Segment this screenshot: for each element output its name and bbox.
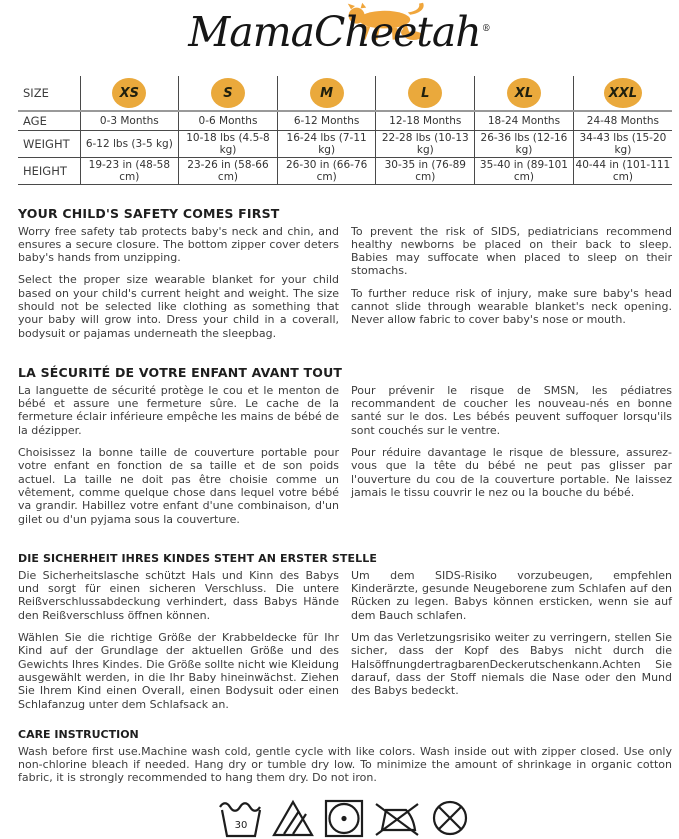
- safety-section-french: [18, 365, 672, 526]
- non-chlorine-bleach-icon: [271, 797, 315, 839]
- size-cell-s: [179, 76, 278, 111]
- german-left-column: [18, 569, 339, 711]
- age-value: 0-6 Months: [179, 111, 278, 130]
- paragraph: To prevent the risk of SIDS, pediatricians recommend healthy newborns be placed on their back to sleep. Babies may suffocate when placed to sleep on their stomachs.: [351, 224, 672, 278]
- weight-row-label: WEIGHT: [18, 130, 80, 157]
- size-badge-s: S: [211, 78, 245, 108]
- size-cell-l: [376, 76, 475, 111]
- care-instruction-section: [18, 728, 672, 839]
- do-not-iron-icon: [373, 797, 421, 839]
- age-value: 12-18 Months: [376, 111, 475, 130]
- height-value: 35-40 in (89-101 cm): [475, 157, 574, 184]
- paragraph: Pour prévenir le risque de SMSN, les pédiatres recommandent de coucher les nouveau-nés en bonne santé sur le dos. Les bébés peuvent suffoquer lorsqu'ils sont couchés sur le ventre.: [351, 383, 672, 437]
- weight-value: 34-43 lbs (15-20 kg): [573, 130, 672, 157]
- paragraph: Pour réduire davantage le risque de blessure, assurez-vous que la tête du bébé ne peut pas glisser par l'ouverture du cou de la couverture portable. Ne laissez jamais le tissu couvrir le nez ou la bouche du bébé.: [351, 446, 672, 499]
- height-value: 40-44 in (101-111 cm): [573, 157, 672, 184]
- wash-temperature-label: 30: [234, 820, 248, 832]
- german-right-column: [351, 569, 672, 711]
- size-cell-xs: [80, 76, 179, 111]
- paragraph: Select the proper size wearable blanket for your child based on your child's current height and weight. The size should not be selected like clothing as something that your baby will grow into. Dress your child in a coverall, bodysuit or pajamas underneath the sleepbag.: [18, 273, 339, 340]
- size-badge-m: M: [310, 78, 344, 108]
- size-badge-l: L: [408, 78, 442, 108]
- french-left-column: [18, 384, 339, 526]
- paragraph: Choisissez la bonne taille de couverture portable pour votre enfant en fonction de sa taille et de son poids actuel. La taille ne doit pas être choisie comme un vêtement, comme quelque chose dans lequel votre bébé va grandir. Habillez votre enfant d'une combinaison, d'un gilet ou d'un pyjama sous la couverture.: [18, 446, 339, 526]
- paragraph: La languette de sécurité protège le cou et le menton de bébé et assure une fermeture sûre. Le cache de la fermeture éclair inférieure empêche les mains de bébé de la dézipper.: [18, 383, 339, 437]
- age-row: [18, 111, 672, 130]
- registered-trademark: ®: [481, 24, 491, 35]
- age-value: 24-48 Months: [573, 111, 672, 130]
- weight-row: [18, 130, 672, 157]
- paragraph: Die Sicherheitslasche schützt Hals und Kinn des Babys und sorgt für einen sicheren Verschluss. Die untere Reißverschlussabdeckung verhindert, dass Babys Hände den Reißverschluss öffnen können.: [18, 568, 339, 622]
- size-chart-table: [18, 76, 672, 185]
- brand-name: [188, 8, 490, 56]
- age-value: 6-12 Months: [277, 111, 376, 130]
- paragraph: To further reduce risk of injury, make sure baby's head cannot slide through wearable blanket's neck opening. Never allow fabric to cover baby's nose or mouth.: [351, 286, 672, 327]
- safety-section-german: [18, 552, 672, 711]
- age-value: 0-3 Months: [80, 111, 179, 130]
- brand-logo: [188, 6, 490, 59]
- paragraph: Um das Verletzungsrisiko weiter zu verringern, stellen Sie sicher, dass der Kopf des Babys nicht durch die HalsöffnungdertragbarenDeckerutschenkann.Achten Sie darauf, dass der Stoff niemals die Nase oder den Mund des Babys bedeckt.: [351, 631, 672, 698]
- size-cell-xl: [475, 76, 574, 111]
- english-left-column: [18, 225, 339, 340]
- age-row-label: AGE: [18, 111, 80, 130]
- size-header-row: [18, 76, 672, 111]
- height-value: 23-26 in (58-66 cm): [179, 157, 278, 184]
- brand-header: [0, 0, 679, 72]
- size-badge-xs: XS: [112, 78, 146, 108]
- size-badge-xxl: XXL: [604, 78, 642, 108]
- height-value: 26-30 in (66-76 cm): [277, 157, 376, 184]
- care-symbols: [18, 797, 672, 839]
- section-title-english: YOUR CHILD'S SAFETY COMES FIRST: [18, 205, 280, 221]
- height-row-label: HEIGHT: [18, 157, 80, 184]
- english-right-column: [351, 225, 672, 340]
- height-row: [18, 157, 672, 184]
- section-title-german: DIE SICHERHEIT IHRES KINDES STEHT AN ERSTER STELLE: [18, 551, 377, 565]
- size-cell-xxl: [573, 76, 672, 111]
- age-value: 18-24 Months: [475, 111, 574, 130]
- safety-section-english: [18, 206, 672, 340]
- care-instruction-title: CARE INSTRUCTION: [18, 727, 139, 741]
- brand-name-text: MamaCheetah: [188, 8, 481, 56]
- weight-value: 22-28 lbs (10-13 kg): [376, 130, 475, 157]
- size-cell-m: [277, 76, 376, 111]
- weight-value: 6-12 lbs (3-5 kg): [80, 130, 179, 157]
- size-header-label: SIZE: [18, 76, 80, 111]
- paragraph: Worry free safety tab protects baby's neck and chin, and ensures a secure closure. The bottom zipper cover deters baby's hands from unzipping.: [18, 224, 339, 265]
- paragraph: Um dem SIDS-Risiko vorzubeugen, empfehlen Kinderärzte, gesunde Neugeborene zum Schlafen auf den Rücken zu legen. Babys können ersticken, wenn sie auf dem Bauch schlafen.: [351, 568, 672, 622]
- height-value: 30-35 in (76-89 cm): [376, 157, 475, 184]
- machine-wash-30-icon: [218, 797, 264, 839]
- weight-value: 16-24 lbs (7-11 kg): [277, 130, 376, 157]
- section-title-french: LA SÉCURITÉ DE VOTRE ENFANT AVANT TOUT: [18, 364, 343, 380]
- size-badge-xl: XL: [507, 78, 541, 108]
- tumble-dry-low-icon: [322, 797, 366, 839]
- weight-value: 10-18 lbs (4.5-8 kg): [179, 130, 278, 157]
- do-not-dry-clean-icon: [428, 797, 472, 839]
- height-value: 19-23 in (48-58 cm): [80, 157, 179, 184]
- french-right-column: [351, 384, 672, 526]
- care-instruction-text: Wash before first use.Machine wash cold, gentle cycle with like colors. Wash inside out with zipper closed. Use only non-chlorine bleach if needed. Hang dry or tumble dry low. To minimize the amount of shrinkage in organic cotton fabric, it is strongly recommended to hang them dry. Do not iron.: [18, 744, 672, 785]
- paragraph: Wählen Sie die richtige Größe der Krabbeldecke für Ihr Kind auf der Grundlage der aktuellen Größe und des Gewichts Ihres Kindes. Die Größe sollte nicht wie Kleidung ausgewählt werden, in die Ihr Baby hineinwächst. Ziehen Sie Ihrem Kind einen Overall, einen Bodysuit oder einen Schlafanzug unter dem Schlafsack an.: [18, 631, 339, 711]
- weight-value: 26-36 lbs (12-16 kg): [475, 130, 574, 157]
